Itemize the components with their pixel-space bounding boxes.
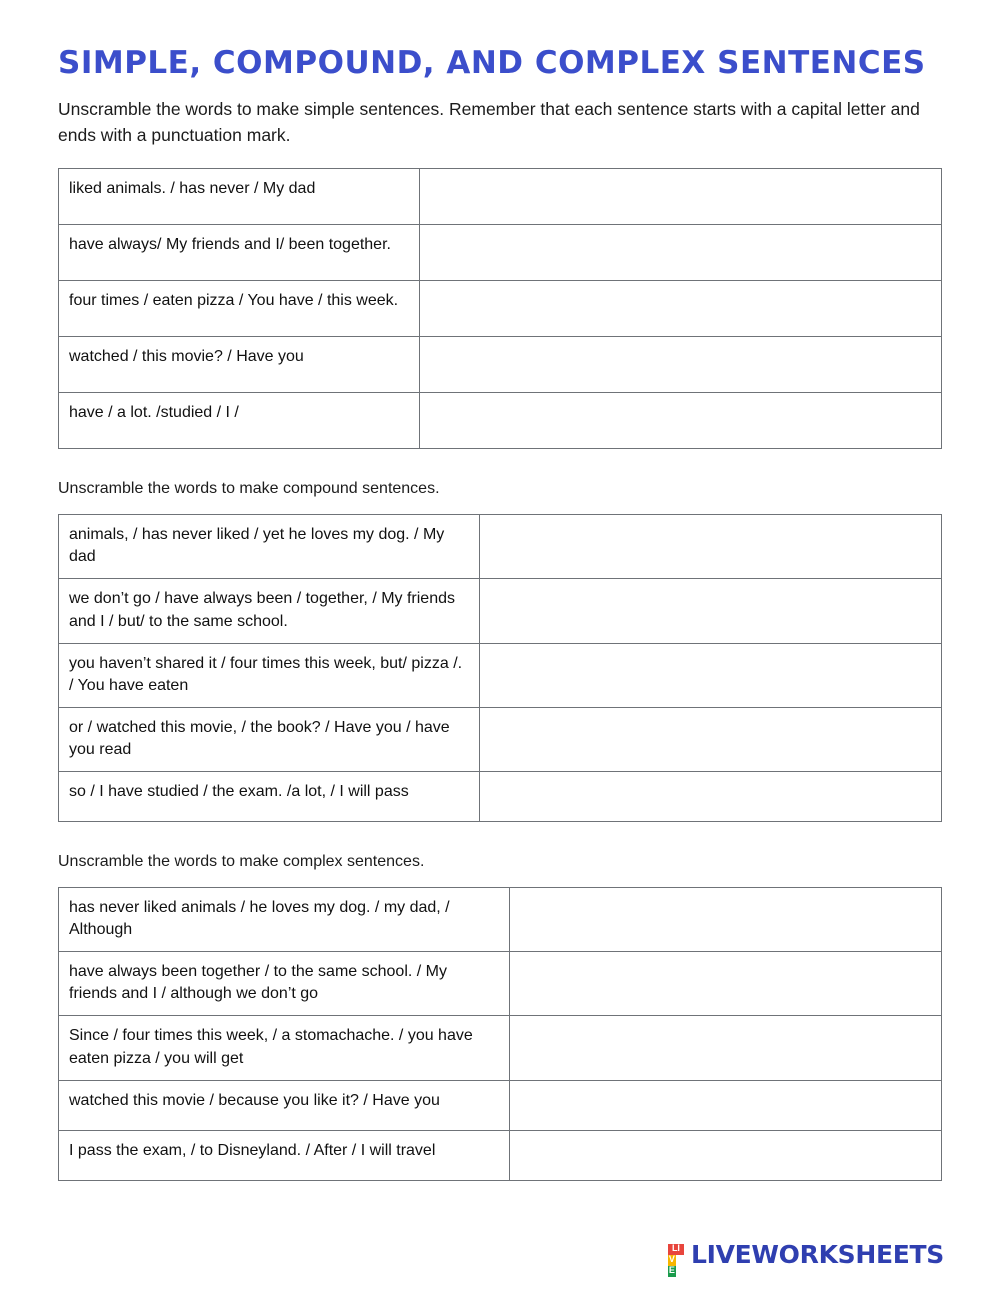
answer-cell[interactable] (510, 952, 942, 1016)
answer-cell[interactable] (510, 1080, 942, 1130)
compound-sentences-table (58, 514, 942, 822)
table-row (59, 579, 942, 643)
table-row (59, 281, 942, 337)
answer-cell[interactable] (510, 1130, 942, 1180)
table-row (59, 707, 942, 771)
answer-cell[interactable] (480, 515, 942, 579)
compound-instructions: Unscramble the words to make compound sentences. (58, 480, 440, 498)
answer-cell[interactable] (510, 888, 942, 952)
liveworksheets-footer[interactable] (668, 1240, 944, 1275)
prompt-cell: I pass the exam, / to Disneyland. / After / I will travel (59, 1130, 510, 1180)
prompt-cell: four times / eaten pizza / You have / this week. (59, 281, 420, 337)
answer-cell[interactable] (420, 225, 942, 281)
logo-v-block: V (668, 1253, 675, 1264)
simple-sentences-table (58, 168, 942, 449)
logo-e-block: E (668, 1264, 675, 1275)
page-title: SIMPLE, COMPOUND, AND COMPLEX SENTENCES (58, 45, 926, 81)
prompt-cell: animals, / has never liked / yet he loves my dog. / My dad (59, 515, 480, 579)
table-row (59, 888, 942, 952)
prompt-cell: watched this movie / because you like it? / Have you (59, 1080, 510, 1130)
liveworksheets-logo-icon (668, 1242, 684, 1275)
table-row (59, 952, 942, 1016)
answer-cell[interactable] (420, 281, 942, 337)
prompt-cell: watched / this movie? / Have you (59, 337, 420, 393)
table-row (59, 393, 942, 449)
prompt-cell: or / watched this movie, / the book? / Have you / have you read (59, 707, 480, 771)
answer-cell[interactable] (480, 707, 942, 771)
answer-cell[interactable] (420, 393, 942, 449)
complex-instructions: Unscramble the words to make complex sentences. (58, 852, 425, 870)
liveworksheets-wordmark: LIVEWORKSHEETS (690, 1240, 944, 1269)
main-instructions: Unscramble the words to make simple sentences. Remember that each sentence starts with a capital letter and ends with a punctuation mark. (58, 98, 920, 145)
table-row (59, 337, 942, 393)
answer-cell[interactable] (510, 1016, 942, 1080)
answer-cell[interactable] (480, 771, 942, 821)
answer-cell[interactable] (480, 579, 942, 643)
prompt-cell: liked animals. / has never / My dad (59, 169, 420, 225)
logo-li-block: LI (668, 1244, 684, 1255)
prompt-cell: have always/ My friends and I/ been together. (59, 225, 420, 281)
prompt-cell: you haven’t shared it / four times this week, but/ pizza /. / You have eaten (59, 643, 480, 707)
table-row (59, 1016, 942, 1080)
prompt-cell: have / a lot. /studied / I / (59, 393, 420, 449)
table-row (59, 643, 942, 707)
table-row (59, 771, 942, 821)
table-row (59, 225, 942, 281)
prompt-cell: has never liked animals / he loves my dog. / my dad, / Although (59, 888, 510, 952)
answer-cell[interactable] (420, 337, 942, 393)
table-row (59, 1080, 942, 1130)
answer-cell[interactable] (420, 169, 942, 225)
prompt-cell: Since / four times this week, / a stomachache. / you have eaten pizza / you will get (59, 1016, 510, 1080)
prompt-cell: so / I have studied / the exam. /a lot, / I will pass (59, 771, 480, 821)
table-row (59, 169, 942, 225)
complex-sentences-table (58, 887, 942, 1180)
table-row (59, 1130, 942, 1180)
table-row (59, 515, 942, 579)
prompt-cell: have always been together / to the same school. / My friends and I / although we don’t go (59, 952, 510, 1016)
answer-cell[interactable] (480, 643, 942, 707)
logo-ve-row (668, 1253, 684, 1275)
prompt-cell: we don’t go / have always been / together, / My friends and I / but/ to the same school. (59, 579, 480, 643)
